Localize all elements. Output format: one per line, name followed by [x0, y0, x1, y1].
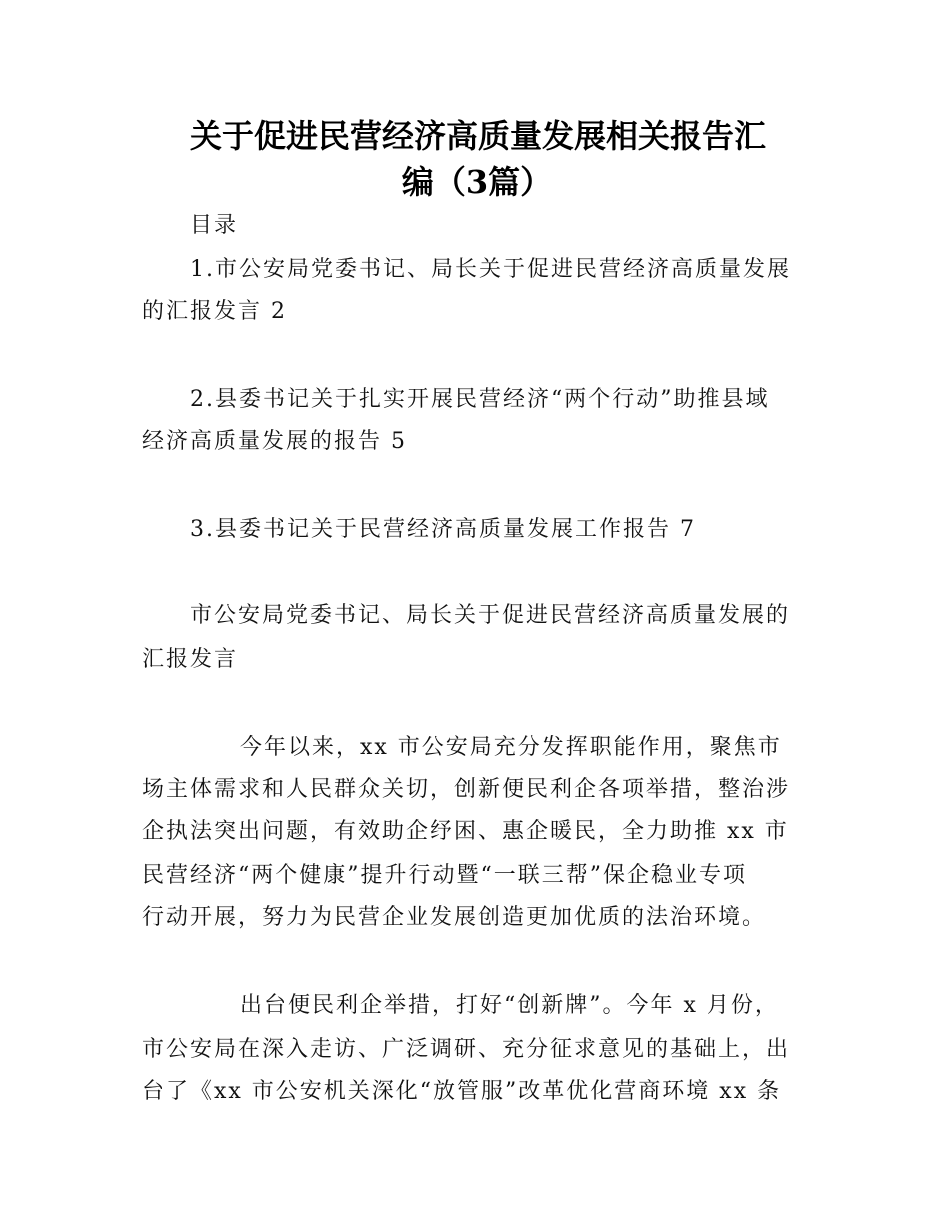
paragraph-1-line-5: 行动开展，努力为民营企业发展创造更加优质的法治环境。	[142, 905, 767, 930]
toc-item-3-line-1: 3.县委书记关于民营经济高质量发展工作报告 7	[190, 517, 696, 542]
paragraph-1-line-3: 企执法突出问题，有效助企纾困、惠企暖民，全力助推 xx 市	[142, 819, 789, 844]
toc-item-1-line-1: 1.市公安局党委书记、局长关于促进民营经济高质量发展	[190, 257, 791, 282]
paragraph-1-line-2: 场主体需求和人民群众关切，创新便民利企各项举措，整治涉	[142, 777, 791, 802]
paragraph-1-line-4: 民营经济“两个健康”提升行动暨“一联三帮”保企稳业专项	[142, 863, 747, 888]
toc-heading: 目录	[190, 213, 239, 238]
paragraph-2-line-2: 市公安局在深入走访、广泛调研、充分征求意见的基础上，出	[142, 1037, 791, 1062]
section-heading-line-2: 汇报发言	[142, 647, 239, 672]
paragraph-1-line-1: 今年以来，xx 市公安局充分发挥职能作用，聚焦市	[240, 735, 782, 760]
toc-item-2-line-1: 2.县委书记关于扎实开展民营经济“两个行动”助推县域	[190, 387, 770, 412]
paragraph-2-line-1: 出台便民利企举措，打好“创新牌”。今年 x 月份，	[240, 993, 779, 1018]
toc-item-2-line-2: 经济高质量发展的报告 5	[142, 429, 407, 454]
section-heading-line-1: 市公安局党委书记、局长关于促进民营经济高质量发展的	[190, 603, 791, 628]
document-title-line-1: 关于促进民营经济高质量发展相关报告汇	[190, 117, 767, 155]
paragraph-2-line-3: 台了《xx 市公安机关深化“放管服”改革优化营商环境 xx 条	[142, 1079, 782, 1104]
document-title-line-2: 编（3篇）	[401, 163, 553, 201]
toc-item-1-line-2: 的汇报发言 2	[142, 299, 287, 324]
